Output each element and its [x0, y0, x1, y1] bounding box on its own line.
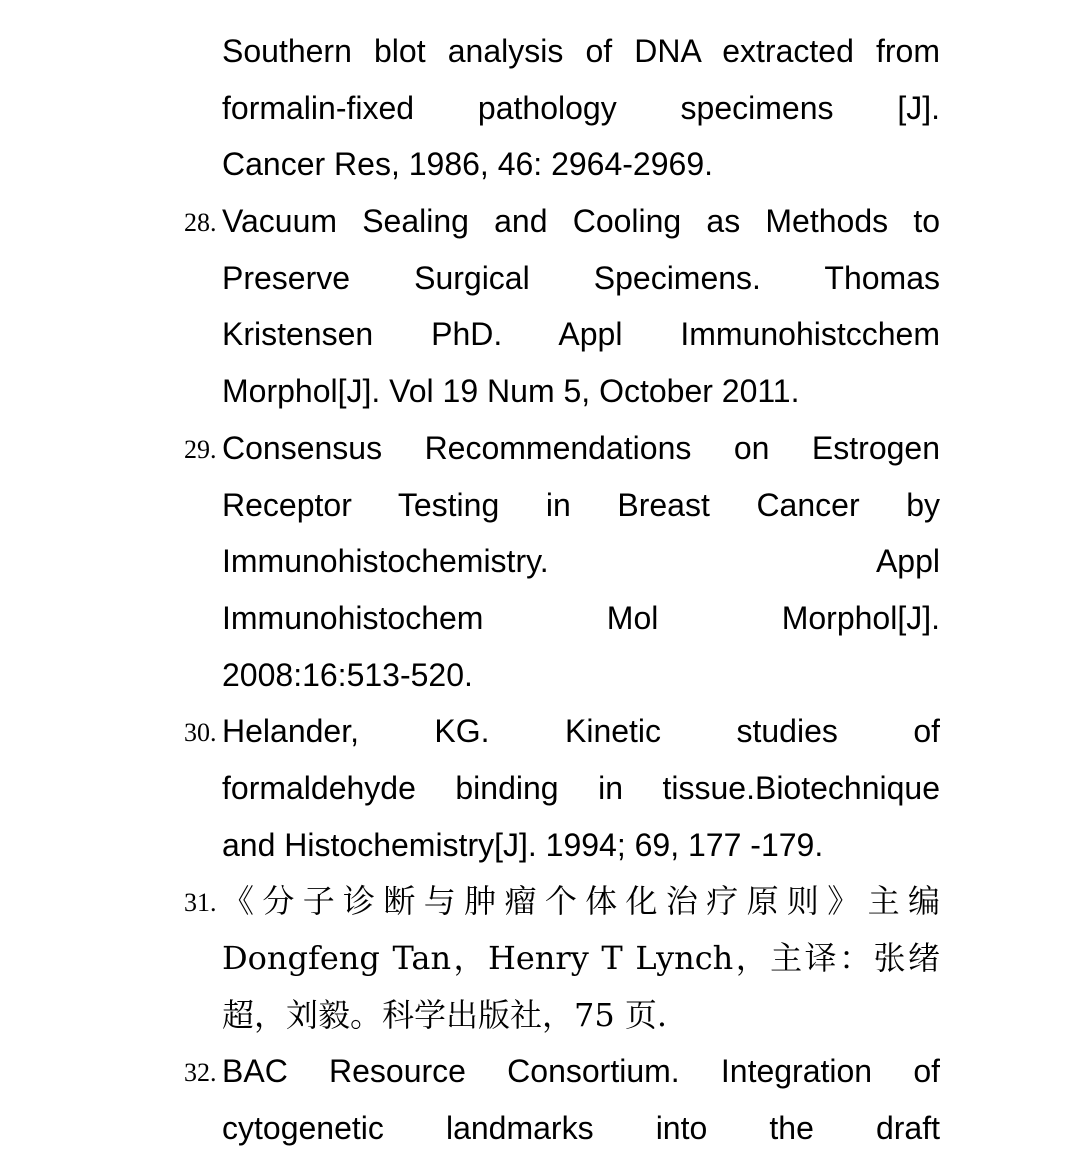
reference-line: Dongfeng Tan，Henry T Lynch，主译：张绪 [222, 939, 940, 977]
reference-line: Cancer Res, 1986, 46: 2964-2969. [222, 146, 713, 183]
reference-30 [0, 703, 1080, 873]
reference-line: 《分子诊断与肿瘤个体化治疗原则》主编 [222, 882, 940, 921]
reference-line: Kristensen PhD. Appl Immunohistcchem [222, 316, 940, 353]
reference-line: formaldehyde binding in tissue.Biotechnique [222, 769, 940, 806]
reference-27-continued [0, 23, 1080, 193]
reference-line: Immunohistochem Mol Morphol[J]. [222, 599, 940, 636]
reference-line: Southern blot analysis of DNA extracted from [222, 33, 940, 69]
reference-line: BAC Resource Consortium. Integration of [222, 1053, 940, 1090]
reference-number: 32. [184, 1058, 217, 1088]
reference-line: Helander, KG. Kinetic studies of [222, 713, 940, 750]
reference-list [0, 23, 1080, 1157]
reference-line: Receptor Testing in Breast Cancer by [222, 486, 940, 523]
reference-line: Consensus Recommendations on Estrogen [222, 429, 940, 466]
reference-line: 超，刘毅。科学出版社，75 页. [222, 995, 668, 1034]
reference-line: formalin-fixed pathology specimens [J]. [222, 89, 940, 126]
reference-31 [0, 873, 1080, 1043]
reference-29 [0, 420, 1080, 703]
reference-line: Immunohistochemistry. Appl [222, 543, 940, 580]
reference-line: 2008:16:513-520. [222, 656, 473, 693]
reference-line: Morphol[J]. Vol 19 Num 5, October 2011. [222, 373, 800, 410]
reference-number: 31. [184, 888, 217, 918]
reference-28 [0, 193, 1080, 420]
reference-number: 30. [184, 718, 217, 748]
reference-line: Preserve Surgical Specimens. Thomas [222, 259, 940, 296]
reference-line: cytogenetic landmarks into the draft [222, 1110, 940, 1147]
reference-32 [0, 1043, 1080, 1156]
reference-line: and Histochemistry[J]. 1994; 69, 177 -179. [222, 826, 824, 863]
reference-number: 29. [184, 434, 217, 464]
reference-number: 28. [184, 208, 217, 238]
reference-line: Vacuum Sealing and Cooling as Methods to [222, 203, 940, 240]
